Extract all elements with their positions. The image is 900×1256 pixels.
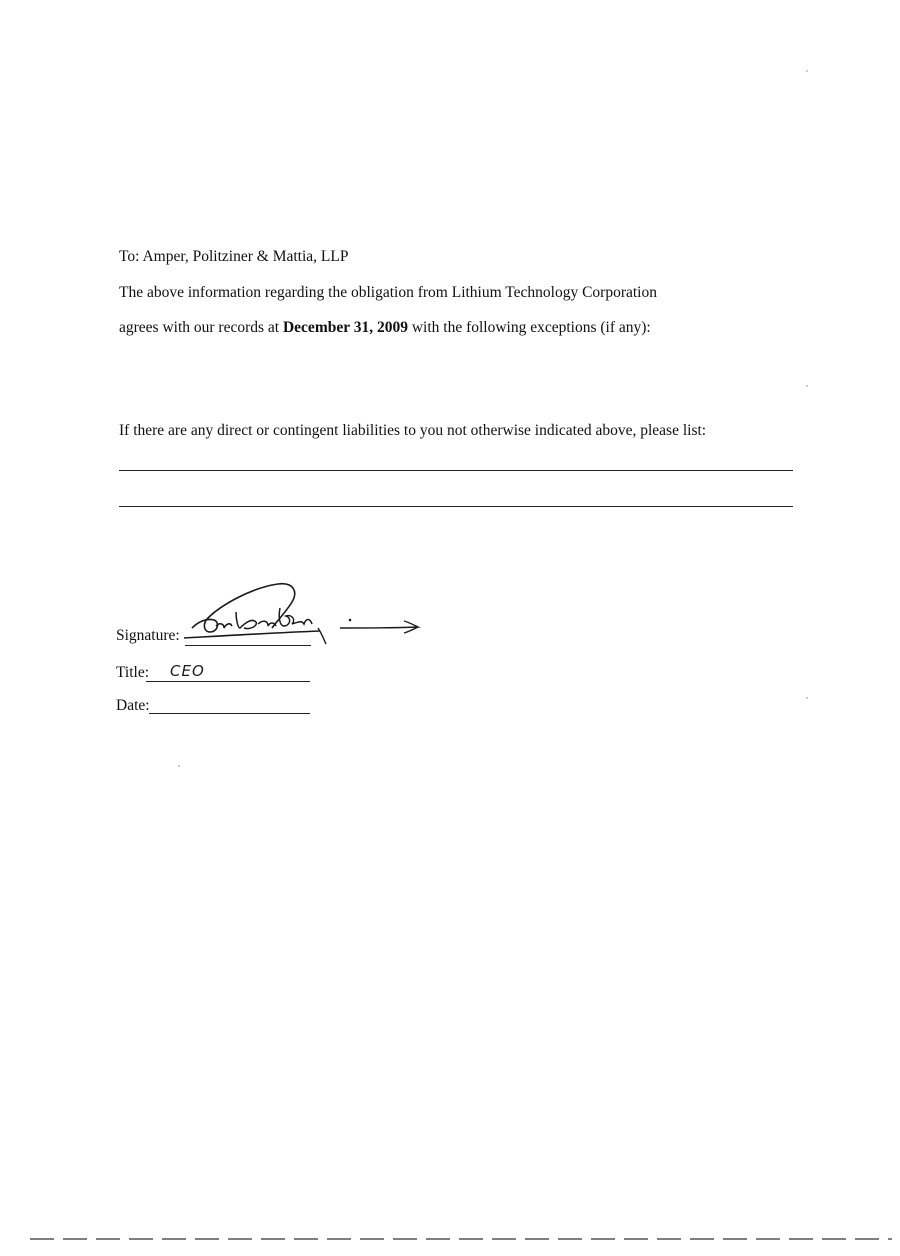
title-handwritten-value: CEO	[170, 662, 205, 680]
scan-speck	[806, 385, 808, 387]
title-line	[146, 681, 310, 682]
liabilities-blank-line-2	[119, 506, 793, 507]
confirmation-date: December 31, 2009	[282, 319, 408, 336]
addressee-line: To: Amper, Politziner & Mattia, LLP	[119, 248, 349, 265]
scan-speck	[806, 697, 808, 699]
scan-speck	[178, 765, 180, 767]
liabilities-blank-line-1	[119, 470, 793, 471]
confirmation-paragraph-line-2	[119, 318, 651, 338]
signature-label: Signature:	[116, 627, 180, 644]
date-line	[149, 713, 310, 714]
handwritten-signature	[180, 578, 430, 650]
confirmation-paragraph-line-1: The above information regarding the obligation from Lithium Technology Corporation	[119, 284, 657, 301]
date-label: Date:	[116, 697, 150, 714]
liabilities-prompt: If there are any direct or contingent liabilities to you not otherwise indicated above, please list:	[119, 422, 707, 439]
page-bottom-dashed-edge	[30, 1238, 892, 1240]
scan-speck	[806, 70, 808, 72]
confirmation-text-start: agrees with our records at	[119, 319, 283, 336]
title-label: Title:	[116, 664, 150, 681]
confirmation-text-end: with the following exceptions (if any):	[407, 319, 651, 336]
